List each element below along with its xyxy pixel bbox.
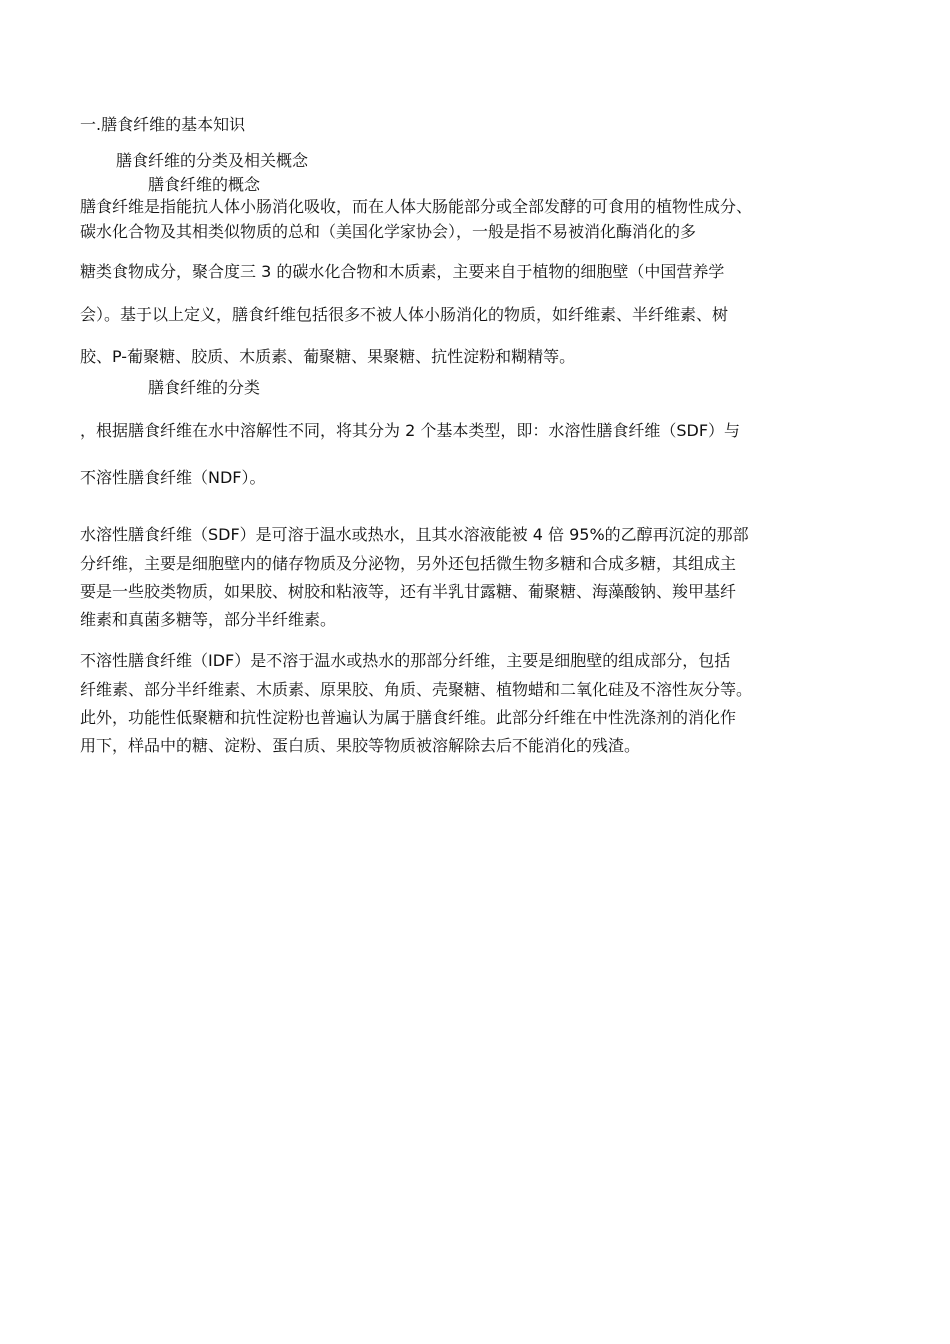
section-heading: 一.膳食纤维的基本知识	[80, 115, 246, 134]
paragraph-line: 糖类食物成分，聚合度三 3 的碳水化合物和木质素，主要来自于植物的细胞壁（中国营养学	[80, 262, 725, 281]
paragraph-line: 会）。基于以上定义，膳食纤维包括很多不被人体小肠消化的物质，如纤维素、半纤维素、树	[80, 305, 729, 324]
paragraph-line: 维素和真菌多糖等，部分半纤维素。	[80, 610, 337, 629]
paragraph-line: 用下，样品中的糖、淀粉、蛋白质、果胶等物质被溶解除去后不能消化的残渣。	[80, 736, 641, 755]
paragraph-line: 此外，功能性低聚糖和抗性淀粉也普遍认为属于膳食纤维。此部分纤维在中性洗涤剂的消化作	[80, 708, 737, 727]
paragraph-line: 纤维素、部分半纤维素、木质素、原果胶、角质、壳聚糖、植物蜡和二氧化硅及不溶性灰分等。	[80, 680, 753, 699]
subsection-heading: 膳食纤维的分类及相关概念	[116, 151, 309, 170]
paragraph-line: 碳水化合物及其相类似物质的总和（美国化学家协会），一般是指不易被消化酶消化的多	[80, 222, 697, 241]
paragraph-line: 水溶性膳食纤维（SDF）是可溶于温水或热水，且其水溶液能被 4 倍 95%的乙醇再沉淀的那部	[80, 525, 749, 544]
paragraph-line: ，根据膳食纤维在水中溶解性不同，将其分为 2 个基本类型，即：水溶性膳食纤维（SDF）与	[80, 421, 741, 440]
paragraph-line: 不溶性膳食纤维（IDF）是不溶于温水或热水的那部分纤维，主要是细胞壁的组成部分，包括	[80, 651, 731, 670]
paragraph-line: 膳食纤维是指能抗人体小肠消化吸收，而在人体大肠能部分或全部发酵的可食用的植物性成分、	[80, 197, 753, 216]
paragraph-line: 分纤维，主要是细胞壁内的储存物质及分泌物，另外还包括微生物多糖和合成多糖，其组成主	[80, 554, 737, 573]
paragraph-line: 胶、P-葡聚糖、胶质、木质素、葡聚糖、果聚糖、抗性淀粉和糊精等。	[80, 347, 576, 366]
paragraph-line: 要是一些胶类物质，如果胶、树胶和粘液等，还有半乳甘露糖、葡聚糖、海藻酸钠、羧甲基纤	[80, 582, 737, 601]
paragraph-line: 不溶性膳食纤维（NDF）。	[80, 468, 266, 487]
subsubsection-heading-concept: 膳食纤维的概念	[148, 175, 261, 194]
subsubsection-heading-classification: 膳食纤维的分类	[148, 378, 261, 397]
